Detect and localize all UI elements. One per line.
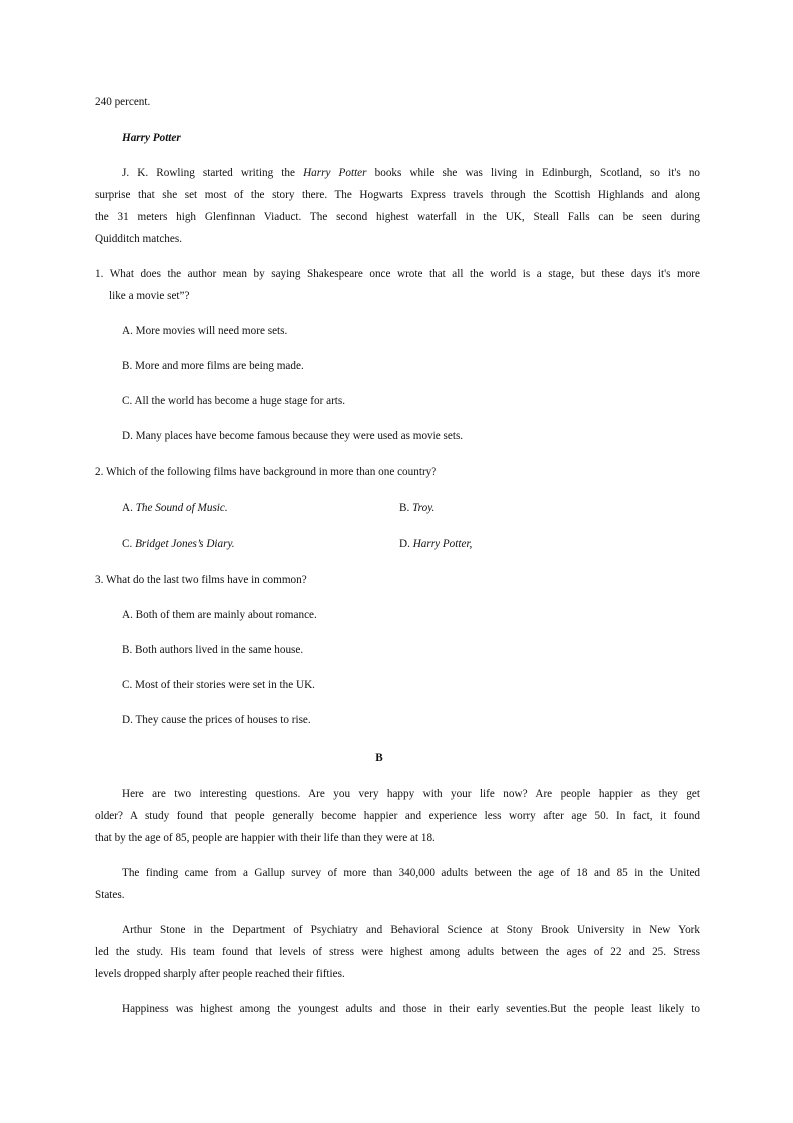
- question-1-option-a: A. More movies will need more sets.: [122, 325, 288, 337]
- passage-b-p1-line-1: Here are two interesting questions. Are you very happy with your life now? Are people happier as they get: [122, 788, 700, 800]
- passage-b-p3-line-1: Arthur Stone in the Department of Psychiatry and Behavioral Science at Stony Brook University in New York: [122, 924, 700, 936]
- hp-paragraph-line-4: Quidditch matches.: [95, 233, 182, 245]
- question-1-stem: 1. What does the author mean by saying Shakespeare once wrote that all the world is a stage, but these days it's more: [95, 268, 700, 280]
- passage-b-p1-line-3: that by the age of 85, people are happier with their life than they were at 18.: [95, 832, 435, 844]
- section-b-heading: B: [375, 752, 383, 764]
- question-1-option-b: B. More and more films are being made.: [122, 360, 304, 372]
- intro-tail: 240 percent.: [95, 96, 151, 108]
- harry-potter-heading: Harry Potter: [122, 132, 181, 144]
- passage-b-p3-line-2: led the study. His team found that levels of stress were highest among adults between the ages of 22 and 25. Stress: [95, 946, 700, 958]
- question-1-stem-cont: like a movie set”?: [109, 290, 190, 302]
- hp-paragraph-line-1: J. K. Rowling started writing the Harry Potter books while she was living in Edinburgh, Scotland, so it's no: [122, 167, 701, 179]
- passage-b-p3-line-3: levels dropped sharply after people reached their fifties.: [95, 968, 345, 980]
- question-2-stem: 2. Which of the following films have background in more than one country?: [95, 466, 437, 478]
- passage-b-p2-line-1: The finding came from a Gallup survey of more than 340,000 adults between the age of 18 and 85 in the United: [122, 867, 700, 879]
- question-3-option-d: D. They cause the prices of houses to rise.: [122, 714, 311, 726]
- question-3-option-a: A. Both of them are mainly about romance.: [122, 609, 317, 621]
- question-2-option-d: D. Harry Potter,: [399, 538, 473, 550]
- hp-paragraph-line-2: surprise that she set most of the story there. The Hogwarts Express travels through the Scottish Highlands and along: [95, 189, 700, 201]
- question-3-stem: 3. What do the last two films have in common?: [95, 574, 307, 586]
- question-3-option-b: B. Both authors lived in the same house.: [122, 644, 304, 656]
- question-2-option-a: A. The Sound of Music.: [122, 502, 228, 514]
- hp-paragraph-line-3: the 31 meters high Glenfinnan Viaduct. The second highest waterfall in the UK, Steall Falls can be seen during: [95, 211, 700, 223]
- question-1-option-d: D. Many places have become famous because they were used as movie sets.: [122, 430, 464, 442]
- question-3-option-c: C. Most of their stories were set in the UK.: [122, 679, 315, 691]
- question-1-option-c: C. All the world has become a huge stage for arts.: [122, 395, 346, 407]
- passage-b-p4-line-1: Happiness was highest among the youngest adults and those in their early seventies.But the people least likely to: [122, 1003, 700, 1015]
- passage-b-p2-line-2: States.: [95, 889, 125, 901]
- question-2-option-c: C. Bridget Jones’s Diary.: [122, 538, 235, 550]
- passage-b-p1-line-2: older? A study found that people generally become happier and experience less worry after age 50. In fact, it found: [95, 810, 700, 822]
- question-2-option-b: B. Troy.: [399, 502, 435, 514]
